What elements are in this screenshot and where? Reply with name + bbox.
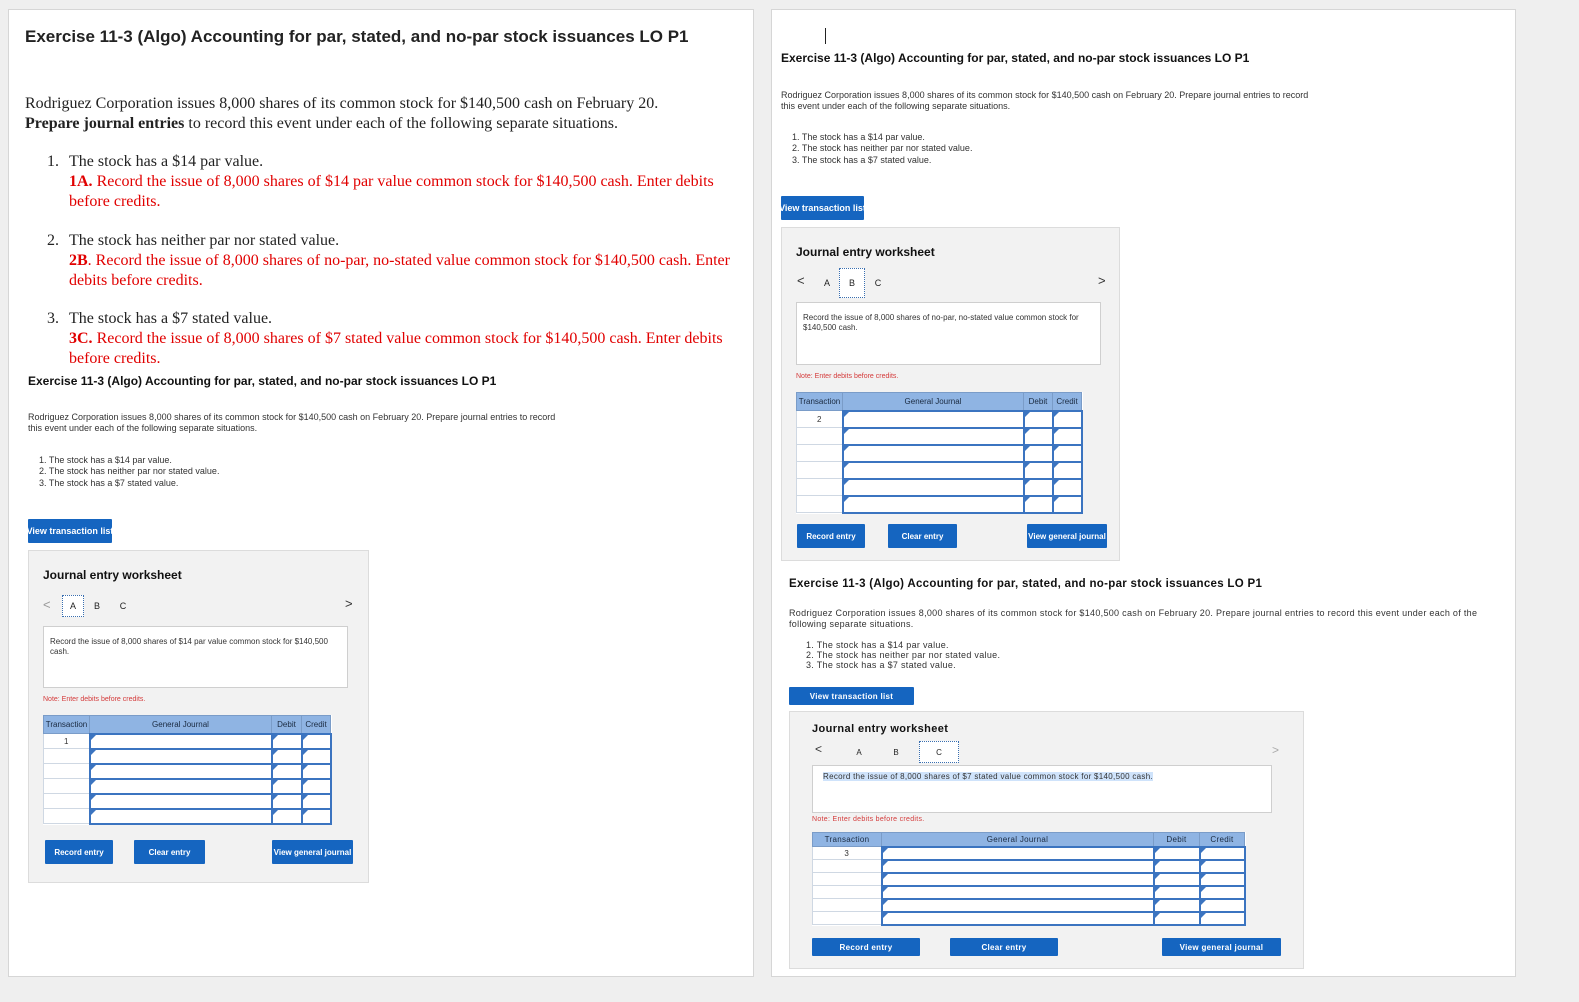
- col-credit: Credit: [1200, 833, 1245, 847]
- tab-b[interactable]: B: [93, 601, 100, 611]
- col-credit: Credit: [302, 716, 331, 734]
- debit-input[interactable]: [1024, 428, 1053, 445]
- entry-prompt-text: Record the issue of 8,000 shares of $7 stated value common stock for $140,500 cash.: [823, 772, 1153, 781]
- table-row: [44, 809, 331, 824]
- journal-account-input[interactable]: [90, 734, 272, 749]
- intro-paragraph: [25, 94, 725, 134]
- transaction-cell: 2: [797, 411, 843, 428]
- exercise-intro-line: this event under each of the following separate situations.: [28, 423, 258, 434]
- tab-b[interactable]: B: [839, 268, 865, 298]
- table-row: [797, 496, 1082, 513]
- credit-input[interactable]: [302, 779, 331, 794]
- journal-account-input[interactable]: [882, 847, 1154, 860]
- transaction-cell: [797, 428, 843, 445]
- credit-input[interactable]: [302, 809, 331, 824]
- debits-note: Note: Enter debits before credits.: [43, 696, 146, 703]
- debit-input[interactable]: [1024, 445, 1053, 462]
- next-arrow-icon[interactable]: >: [1272, 743, 1280, 757]
- question-number: 1.: [47, 153, 59, 170]
- situation-item: 1. The stock has a $14 par value.: [806, 640, 949, 650]
- journal-account-input[interactable]: [843, 479, 1024, 496]
- question-key: 1A.: [69, 173, 93, 190]
- question-text: The stock has neither par nor stated value.: [69, 232, 340, 249]
- question-instruction: . Record the issue of 8,000 shares of no-par, no-stated value common stock for $140,500 cash. Enter debits before credits.: [69, 252, 730, 289]
- table-row: [44, 749, 331, 764]
- worksheet-tabs: [62, 595, 136, 617]
- journal-table: [796, 392, 1083, 514]
- view-transaction-list-button[interactable]: View transaction list: [781, 196, 864, 220]
- journal-entry-worksheet: [781, 227, 1120, 561]
- tab-a[interactable]: A: [62, 595, 84, 617]
- situation-item: 3. The stock has a $7 stated value.: [806, 660, 956, 670]
- tab-b[interactable]: B: [893, 747, 899, 757]
- worksheet-title: Journal entry worksheet: [812, 723, 949, 735]
- col-general-journal: General Journal: [843, 393, 1024, 411]
- debit-input[interactable]: [1024, 462, 1053, 479]
- table-row: [813, 847, 1245, 860]
- journal-account-input[interactable]: [882, 886, 1154, 899]
- col-debit: Debit: [1154, 833, 1200, 847]
- transaction-cell: [813, 912, 882, 925]
- transaction-cell: [44, 764, 90, 779]
- prev-arrow-icon[interactable]: <: [797, 273, 805, 288]
- question-number: 2.: [47, 232, 59, 249]
- left-panel: [8, 9, 754, 977]
- worksheet-title: Journal entry worksheet: [43, 568, 182, 582]
- next-arrow-icon[interactable]: >: [345, 596, 353, 611]
- col-debit: Debit: [1024, 393, 1053, 411]
- transaction-cell: 3: [813, 847, 882, 860]
- question-text: The stock has a $14 par value.: [69, 153, 264, 170]
- view-transaction-list-button[interactable]: View transaction list: [789, 687, 914, 705]
- entry-prompt: [812, 765, 1272, 813]
- col-general-journal: General Journal: [90, 716, 272, 734]
- question-3: [47, 309, 737, 369]
- record-entry-button[interactable]: Record entry: [797, 524, 865, 548]
- credit-input[interactable]: [1200, 873, 1245, 886]
- view-general-journal-button[interactable]: View general journal: [272, 840, 353, 864]
- col-debit: Debit: [272, 716, 302, 734]
- credit-input[interactable]: [302, 794, 331, 809]
- exercise-intro: [781, 90, 1308, 113]
- situation-item: 3. The stock has a $7 stated value.: [39, 477, 179, 488]
- tab-c[interactable]: C: [874, 278, 882, 288]
- debit-input[interactable]: [1154, 873, 1200, 886]
- question-2: [47, 231, 737, 291]
- situation-item: 2. The stock has neither par nor stated value.: [792, 143, 973, 154]
- transaction-cell: [44, 809, 90, 824]
- debit-input[interactable]: [272, 794, 302, 809]
- credit-input[interactable]: [1200, 847, 1245, 860]
- debit-input[interactable]: [272, 779, 302, 794]
- exercise-title: Exercise 11-3 (Algo) Accounting for par, stated, and no-par stock issuances LO P1: [789, 578, 1263, 590]
- debit-input[interactable]: [1154, 847, 1200, 860]
- journal-table: [812, 832, 1246, 926]
- col-general-journal: General Journal: [882, 833, 1154, 847]
- intro-bold: Prepare journal entries: [25, 115, 185, 132]
- exercise-intro: Rodriguez Corporation issues 8,000 shares of its common stock for $140,500 cash on February 20. Prepare journal entries to record this event under each of the following separate situations.: [789, 608, 1478, 629]
- exercise-intro: [28, 412, 555, 435]
- journal-account-input[interactable]: [882, 860, 1154, 873]
- debit-input[interactable]: [1024, 496, 1053, 513]
- credit-input[interactable]: [1053, 428, 1082, 445]
- debit-input[interactable]: [1154, 860, 1200, 873]
- transaction-cell: [797, 496, 843, 513]
- table-row: [44, 764, 331, 779]
- credit-input[interactable]: [1053, 411, 1082, 428]
- exercise-intro-line: Rodriguez Corporation issues 8,000 shares of its common stock for $140,500 cash on February 20. Prepare journal entries to record: [781, 90, 1309, 100]
- clear-entry-button[interactable]: Clear entry: [950, 938, 1058, 956]
- situations-list: [806, 640, 1000, 670]
- situation-item: 2. The stock has neither par nor stated value.: [806, 650, 1001, 660]
- tab-a[interactable]: A: [823, 278, 830, 288]
- tab-c[interactable]: C: [119, 601, 127, 611]
- intro-rest: to record this event under each of the following separate situations.: [184, 115, 619, 132]
- journal-account-input[interactable]: [90, 764, 272, 779]
- clear-entry-button[interactable]: Clear entry: [134, 840, 205, 864]
- debit-input[interactable]: [272, 809, 302, 824]
- next-arrow-icon[interactable]: >: [1098, 273, 1106, 288]
- table-row: [813, 873, 1245, 886]
- table-row: [813, 860, 1245, 873]
- table-row: [813, 886, 1245, 899]
- transaction-cell: [797, 462, 843, 479]
- situations-list: [39, 455, 219, 489]
- tab-c[interactable]: C: [919, 741, 959, 763]
- transaction-cell: [797, 479, 843, 496]
- transaction-cell: [44, 794, 90, 809]
- transaction-cell: [813, 886, 882, 899]
- right-panel: [771, 9, 1516, 977]
- table-row: [797, 462, 1082, 479]
- table-row: [797, 411, 1082, 428]
- exercise-intro-line: this event under each of the following separate situations.: [781, 101, 1011, 112]
- journal-table: [43, 715, 332, 825]
- question-key: 3C.: [69, 330, 93, 347]
- exercise-intro-line: Rodriguez Corporation issues 8,000 shares of its common stock for $140,500 cash on February 20. Prepare journal entries to record: [28, 412, 556, 422]
- journal-account-input[interactable]: [843, 411, 1024, 428]
- debit-input[interactable]: [272, 764, 302, 779]
- table-row: [813, 912, 1245, 925]
- tab-a[interactable]: A: [856, 747, 862, 757]
- view-general-journal-button[interactable]: View general journal: [1027, 524, 1107, 548]
- question-number: 3.: [47, 310, 59, 327]
- col-transaction: Transaction: [44, 716, 90, 734]
- table-row: [813, 899, 1245, 912]
- transaction-cell: [44, 779, 90, 794]
- journal-account-input[interactable]: [843, 462, 1024, 479]
- credit-input[interactable]: [1200, 860, 1245, 873]
- situation-item: 3. The stock has a $7 stated value.: [792, 154, 932, 165]
- clear-entry-button[interactable]: Clear entry: [888, 524, 957, 548]
- table-row: [44, 794, 331, 809]
- credit-input[interactable]: [302, 734, 331, 749]
- col-transaction: Transaction: [797, 393, 843, 411]
- debit-input[interactable]: [1024, 479, 1053, 496]
- journal-account-input[interactable]: [882, 873, 1154, 886]
- debit-input[interactable]: [1154, 899, 1200, 912]
- journal-account-input[interactable]: [882, 912, 1154, 925]
- worksheet-title: Journal entry worksheet: [796, 245, 935, 259]
- debit-input[interactable]: [1154, 886, 1200, 899]
- journal-account-input[interactable]: [843, 496, 1024, 513]
- debit-input[interactable]: [1024, 411, 1053, 428]
- col-credit: Credit: [1053, 393, 1082, 411]
- journal-account-input[interactable]: [843, 428, 1024, 445]
- table-row: [797, 445, 1082, 462]
- question-1: [47, 152, 737, 212]
- debits-note: Note: Enter debits before credits.: [812, 816, 925, 823]
- question-text: The stock has a $7 stated value.: [69, 310, 273, 327]
- entry-prompt: Record the issue of 8,000 shares of no-par, no-stated value common stock for $140,500 cash.: [796, 302, 1101, 365]
- table-row: [44, 779, 331, 794]
- situation-item: 1. The stock has a $14 par value.: [792, 132, 925, 142]
- text-cursor: [825, 28, 826, 44]
- credit-input[interactable]: [1053, 496, 1082, 513]
- transaction-cell: [813, 860, 882, 873]
- question-instruction: Record the issue of 8,000 shares of $7 stated value common stock for $140,500 cash. Enter debits before credits.: [69, 330, 723, 367]
- debit-input[interactable]: [272, 734, 302, 749]
- situations-list: [792, 132, 972, 166]
- journal-account-input[interactable]: [882, 899, 1154, 912]
- view-transaction-list-button[interactable]: View transaction list: [28, 519, 112, 543]
- situation-item: 1. The stock has a $14 par value.: [39, 455, 172, 465]
- journal-entry-worksheet: [28, 550, 369, 883]
- transaction-cell: [813, 899, 882, 912]
- transaction-cell: [44, 749, 90, 764]
- record-entry-button[interactable]: Record entry: [45, 840, 113, 864]
- journal-account-input[interactable]: [843, 445, 1024, 462]
- record-entry-button[interactable]: Record entry: [812, 938, 920, 956]
- journal-entry-worksheet: [789, 711, 1304, 969]
- credit-input[interactable]: [1053, 479, 1082, 496]
- situation-item: 2. The stock has neither par nor stated value.: [39, 466, 220, 477]
- page-title: Exercise 11-3 (Algo) Accounting for par, stated, and no-par stock issuances LO P1: [25, 27, 689, 46]
- debit-input[interactable]: [1154, 912, 1200, 925]
- col-transaction: Transaction: [813, 833, 882, 847]
- exercise-title: Exercise 11-3 (Algo) Accounting for par, stated, and no-par stock issuances LO P1: [781, 51, 1250, 65]
- transaction-cell: [813, 873, 882, 886]
- exercise-title: Exercise 11-3 (Algo) Accounting for par, stated, and no-par stock issuances LO P1: [28, 374, 497, 388]
- journal-account-input[interactable]: [90, 794, 272, 809]
- worksheet-tabs: [815, 268, 891, 298]
- debit-input[interactable]: [272, 749, 302, 764]
- view-general-journal-button[interactable]: View general journal: [1162, 938, 1281, 956]
- credit-input[interactable]: [1200, 899, 1245, 912]
- credit-input[interactable]: [1053, 462, 1082, 479]
- entry-prompt: Record the issue of 8,000 shares of $14 par value common stock for $140,500 cash.: [43, 626, 348, 688]
- prev-arrow-icon[interactable]: <: [43, 597, 51, 612]
- table-row: [797, 428, 1082, 445]
- worksheet-tabs: [845, 741, 959, 763]
- credit-input[interactable]: [1200, 886, 1245, 899]
- journal-account-input[interactable]: [90, 749, 272, 764]
- credit-input[interactable]: [302, 764, 331, 779]
- credit-input[interactable]: [302, 749, 331, 764]
- question-instruction: Record the issue of 8,000 shares of $14 par value common stock for $140,500 cash. Enter debits before credits.: [69, 173, 714, 210]
- journal-account-input[interactable]: [90, 779, 272, 794]
- transaction-cell: 1: [44, 734, 90, 749]
- table-row: [797, 479, 1082, 496]
- journal-account-input[interactable]: [90, 809, 272, 824]
- intro-text: Rodriguez Corporation issues 8,000 shares of its common stock for $140,500 cash on February 20.: [25, 95, 659, 112]
- question-key: 2B: [69, 252, 88, 269]
- table-row: [44, 734, 331, 749]
- transaction-cell: [797, 445, 843, 462]
- credit-input[interactable]: [1200, 912, 1245, 925]
- credit-input[interactable]: [1053, 445, 1082, 462]
- debits-note: Note: Enter debits before credits.: [796, 373, 899, 380]
- prev-arrow-icon[interactable]: <: [815, 742, 823, 756]
